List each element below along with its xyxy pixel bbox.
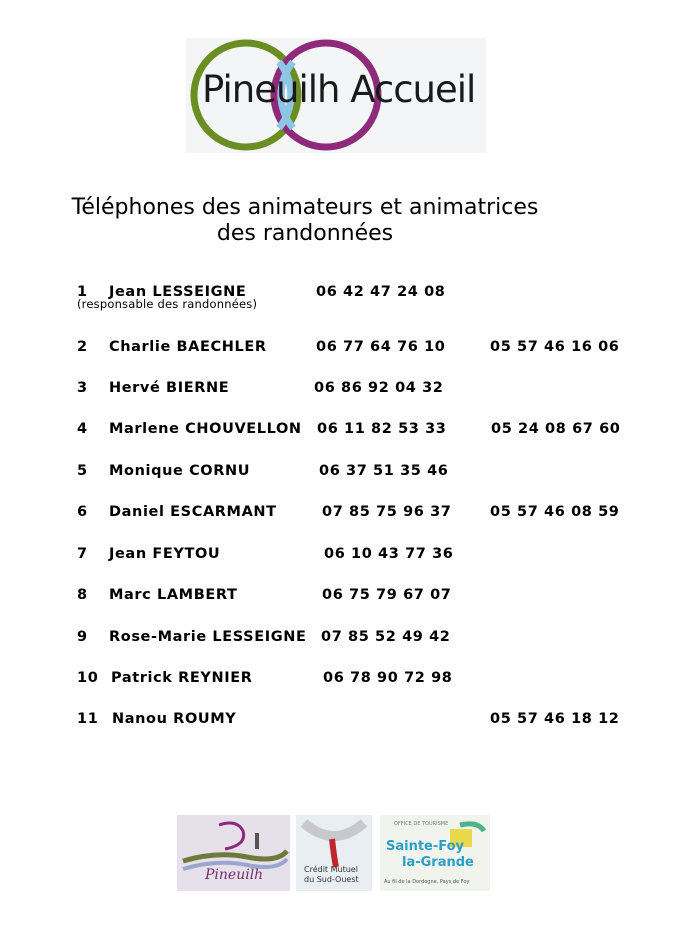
pineuilh-town-logo — [177, 815, 290, 891]
sainte-foy-la-grande-logo — [380, 815, 490, 891]
contact-number: 11 — [77, 711, 99, 727]
contact-mobile: 06 10 43 77 36 — [324, 546, 454, 562]
contact-row — [0, 546, 690, 566]
contact-mobile: 06 77 64 76 10 — [316, 339, 446, 355]
contact-number: 2 — [77, 339, 88, 355]
credit-mutuel-logo — [296, 815, 372, 891]
contact-name: Daniel ESCARMANT — [109, 504, 277, 520]
contact-landline: 05 57 46 18 12 — [490, 711, 620, 727]
contact-name: Monique CORNU — [109, 463, 251, 479]
contact-number: 9 — [77, 629, 88, 645]
title-line-1: Téléphones des animateurs et animatrices — [71, 195, 539, 220]
sainte-foy-line-2: la-Grande — [402, 855, 474, 870]
pineuilh-accueil-logo — [186, 38, 486, 153]
contact-name: Rose-Marie LESSEIGNE — [109, 629, 307, 645]
page-title — [0, 195, 650, 247]
contact-mobile: 06 37 51 35 46 — [319, 463, 449, 479]
contact-landline: 05 57 46 08 59 — [490, 504, 620, 520]
contact-mobile: 06 11 82 53 33 — [317, 421, 447, 437]
credit-mutuel-line-2: du Sud-Ouest — [304, 875, 359, 884]
contact-mobile: 06 75 79 67 07 — [322, 587, 452, 603]
contact-number: 5 — [77, 463, 88, 479]
contact-number: 4 — [77, 421, 88, 437]
contact-name: Marlene CHOUVELLON — [109, 421, 302, 437]
contact-mobile: 07 85 52 49 42 — [321, 629, 451, 645]
contact-number: 10 — [77, 670, 99, 686]
sainte-foy-tagline: Au fil de la Dordogne, Pays de Foy — [384, 879, 470, 885]
contact-name: Nanou ROUMY — [112, 711, 237, 727]
contact-mobile: 06 78 90 72 98 — [323, 670, 453, 686]
contact-name: Jean FEYTOU — [109, 546, 221, 562]
contact-name: Charlie BAECHLER — [109, 339, 267, 355]
contact-name: Hervé BIERNE — [109, 380, 230, 396]
contact-name: Marc LAMBERT — [109, 587, 238, 603]
logo-text: Pineuilh Accueil — [202, 68, 476, 111]
contact-number: 3 — [77, 380, 88, 396]
contact-number: 8 — [77, 587, 88, 603]
pineuilh-logo-text: Pineuilh — [205, 867, 264, 883]
contact-row — [0, 380, 690, 400]
contact-landline: 05 57 46 16 06 — [490, 339, 620, 355]
contact-mobile: 06 86 92 04 32 — [314, 380, 444, 396]
contact-row — [0, 421, 690, 441]
contact-number: 6 — [77, 504, 88, 520]
contact-number: 1 — [77, 284, 88, 300]
contact-name: Jean LESSEIGNE — [109, 284, 247, 300]
contact-row — [0, 629, 690, 649]
contact-mobile: 06 42 47 24 08 — [316, 284, 446, 300]
contact-row — [0, 504, 690, 524]
contact-row — [0, 711, 690, 731]
sainte-foy-line-1: Sainte-Foy — [386, 839, 465, 854]
tourism-office-label: OFFICE DE TOURISME — [394, 821, 449, 827]
contact-row — [0, 463, 690, 483]
contact-row — [0, 339, 690, 359]
responsable-note: (responsable des randonnées) — [77, 297, 258, 311]
contact-row — [0, 670, 690, 690]
contact-number: 7 — [77, 546, 88, 562]
credit-mutuel-line-1: Crédit Mutuel — [304, 865, 358, 874]
contact-name: Patrick REYNIER — [111, 670, 253, 686]
contact-row — [0, 587, 690, 607]
contact-landline: 05 24 08 67 60 — [491, 421, 621, 437]
title-line-2: des randonnées — [216, 221, 394, 246]
contact-mobile: 07 85 75 96 37 — [322, 504, 452, 520]
